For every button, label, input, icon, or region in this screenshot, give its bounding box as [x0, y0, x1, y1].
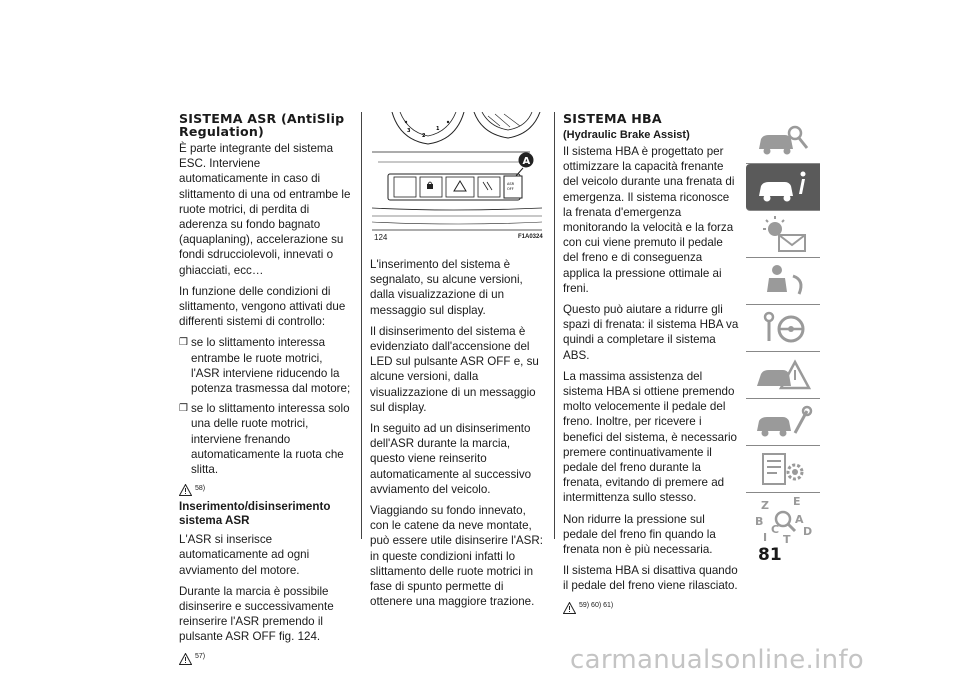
index-letter: C: [771, 523, 780, 536]
index-letter: E: [793, 495, 801, 508]
asr-button-label: ASR: [507, 182, 515, 186]
warning-triangle-icon: [179, 484, 192, 496]
airbag-child-icon: [753, 262, 813, 300]
figure-code: F1A0324: [518, 234, 543, 240]
car-info-icon: [753, 168, 813, 206]
warning-ref-text: 58): [195, 485, 206, 493]
key-steering-wheel-icon: [753, 309, 813, 347]
column-divider: [361, 112, 362, 539]
warning-light-mail-icon: [753, 215, 813, 253]
chapter-sidebar: [746, 117, 820, 547]
paragraph: Il sistema HBA è progettato per ottimizzare la capacità frenante del veicolo durante una frenata di emergenza. Il sistema riconosce la frenata d'emergenza monitorando la velocità e la forza con cui viene premuto il pedale del freno e di conseguenza applica la pressione ottimale ai freni.: [563, 145, 735, 295]
paragraph: Viaggiando su fondo innevato, con le catene da neve montate, può essere utile disinserire l'ASR: in queste condizioni infatti lo slittamento delle ruote motrici in fase di spunto permette di ottenere una maggiore trazione.: [370, 504, 543, 609]
watermark: carmanualsonline.info: [570, 645, 865, 675]
figure-124: [370, 112, 544, 250]
list-item: [179, 401, 351, 477]
sidebar-item-getting-to-know[interactable]: [746, 117, 820, 164]
warning-triangle-icon: [179, 653, 192, 665]
paragraph: Questo può aiutare a ridurre gli spazi di frenata: il sistema HBA va quindi a completare il sistema ABS.: [563, 303, 739, 362]
warning-reference: [179, 651, 351, 665]
dial-label: 3: [407, 128, 411, 134]
paragraph: La massima assistenza del sistema HBA si ottiene premendo molto velocemente il pedale del freno. Inoltre, per ricevere i benefici del sistema, è necessario premere continuativamente il pedale del freno durante la frenata, evitando di premere ad intermittenza sullo stesso.: [563, 369, 737, 505]
sidebar-item-safety[interactable]: [746, 164, 820, 211]
list-item: [179, 335, 351, 396]
callout-label: A: [522, 156, 531, 167]
dial-label: 2: [422, 133, 426, 139]
car-search-icon: [753, 121, 813, 159]
sidebar-item-airbag[interactable]: [746, 258, 820, 305]
paragraph: In seguito ad un disinserimento dell'ASR durante la marcia, questo viene reinserito automaticamente al successivo avviamento del veicolo.: [370, 422, 532, 496]
spec-sheet-gear-icon: [753, 450, 813, 488]
index-letter: T: [783, 533, 791, 545]
asr-button-label: OFF: [507, 187, 514, 191]
warning-reference: [563, 600, 741, 614]
list-item-text: se lo slittamento interessa solo una delle ruote motrici, interviene frenando automaticamente la ruota che slitta.: [191, 402, 350, 477]
heading-hba: SISTEMA HBA: [563, 111, 662, 126]
sidebar-item-warning-lights[interactable]: [746, 211, 820, 258]
paragraph: Il sistema HBA si disattiva quando il pedale del freno viene rilasciato.: [563, 564, 738, 593]
column-text: [370, 257, 544, 615]
figure-number: 124: [374, 233, 388, 242]
sidebar-item-emergency[interactable]: [746, 352, 820, 399]
index-letter: A: [795, 513, 804, 526]
alphabetical-index-icon: [751, 495, 815, 545]
subheading-hba: (Hydraulic Brake Assist): [563, 129, 690, 141]
sidebar-item-maintenance[interactable]: [746, 399, 820, 446]
bullet-mark: ❒: [179, 337, 188, 349]
car-accident-icon: [753, 356, 813, 394]
warning-triangle-icon: [563, 602, 576, 614]
column-asr: [179, 112, 351, 669]
subheading-asr-toggle: Inserimento/disinserimento sistema ASR: [179, 500, 331, 528]
paragraph: È parte integrante del sistema ESC. Interviene automaticamente in caso di slittamento di una od entrambe le ruote motrici, di perdita di aderenza su fondo bagnato (aquaplaning), accelerazione su fondi sdrucciolevoli, innevati o ghiacciati, ecc…: [179, 142, 351, 277]
list-item-text: se lo slittamento interessa entrambe le ruote motrici, l'ASR interviene riducendo la potenza trasmessa dal motore;: [191, 336, 351, 396]
sidebar-item-technical-specs[interactable]: [746, 446, 820, 493]
index-letter: Z: [761, 499, 769, 512]
sidebar-item-index[interactable]: [746, 493, 820, 547]
car-wrench-icon: [753, 403, 813, 441]
index-letter: I: [763, 531, 768, 544]
dial-label: 1: [436, 126, 440, 132]
index-letter: D: [803, 525, 813, 538]
index-letter: B: [755, 515, 764, 528]
page-number: 81: [758, 545, 782, 565]
paragraph: Non ridurre la pressione sul pedale del freno fin quando la frenata non è più necessaria.: [563, 512, 716, 557]
paragraph: Il disinserimento del sistema è evidenziato dall'accensione del LED sul pulsante ASR OFF e, su alcune versioni, dalla visualizzazione di un messaggio sul display.: [370, 324, 539, 414]
column-hba: [563, 112, 741, 618]
warning-ref-text: 57): [195, 653, 206, 661]
paragraph: Durante la marcia è possibile disinserire e successivamente reinserire l'ASR premendo il pulsante ASR OFF fig. 124.: [179, 584, 334, 644]
paragraph: L'ASR si inserisce automaticamente ad ogni avviamento del motore.: [179, 533, 310, 577]
sidebar-item-starting-driving[interactable]: [746, 305, 820, 352]
bullet-mark: ❒: [179, 403, 188, 415]
paragraph: In funzione delle condizioni di slittamento, vengono attivati due differenti sistemi di controllo:: [179, 284, 346, 329]
warning-ref-text: 59) 60) 61): [579, 602, 614, 610]
paragraph: L'inserimento del sistema è segnalato, su alcune versioni, dalla visualizzazione di un messaggio sul display.: [370, 258, 523, 317]
dashboard-illustration: [370, 112, 544, 250]
column-divider: [554, 112, 555, 539]
warning-reference: [179, 482, 351, 496]
heading-asr: SISTEMA ASR (AntiSlip Regulation): [179, 111, 345, 139]
